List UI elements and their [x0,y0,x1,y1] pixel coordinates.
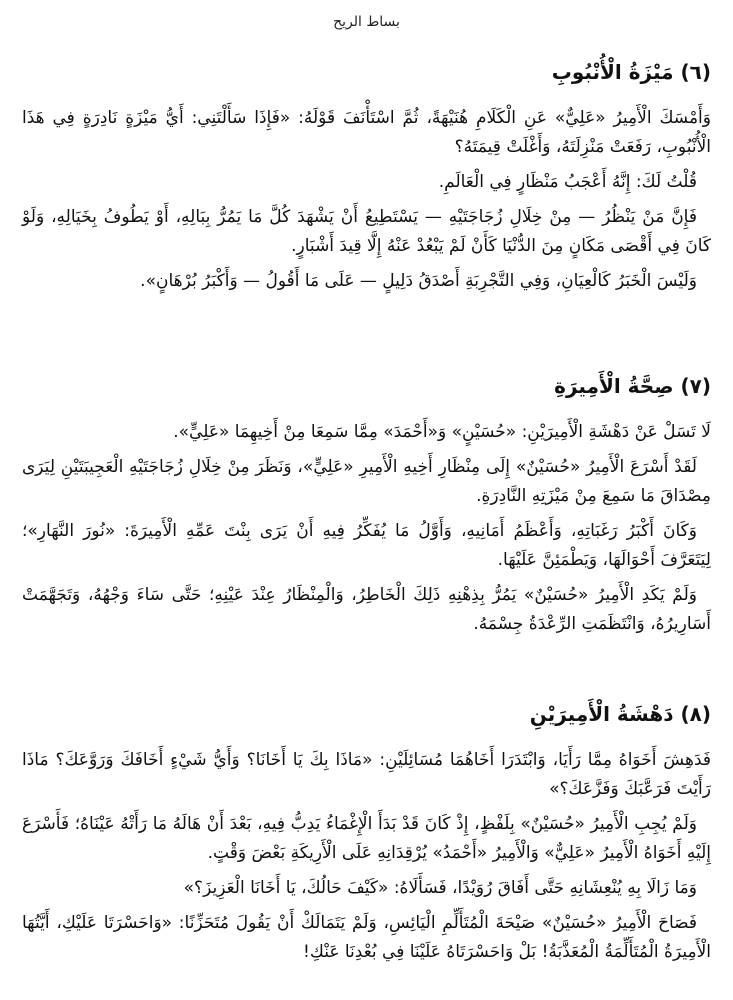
paragraph: وَلَمْ يَكَدِ الْأَمِيرُ «حُسَيْنٌ» يَمُرُّ بِذِهْنِهِ ذَلِكَ الْخَاطِرُ، وَالْمِنْظَارُ عِنْدَ عَيْنِهِ؛ حَتَّى سَاءَ وَجْهُهُ، وَتَجَهَّمَتْ أَسَارِيرُهُ، وَانْتَظَمَتِ الرِّعْدَةُ جِسْمَهُ. [22,585,711,634]
paragraph: فَصَاحَ الْأَمِيرُ «حُسَيْنٌ» صَيْحَةَ الْمُتَأَلِّمِ الْيَائِسِ، وَلَمْ يَتَمَالَكْ أَنْ يَقُولَ مُتَحَزِّنًا: «وَاحَسْرَتَا عَلَيْكِ، أَيَّتُهَا الْأَمِيرَةُ الْمُتَأَلِّمَةُ الْمُعَذَّبَةُ! بَلْ وَاحَسْرَتَاهُ عَلَيْنَا فِي بُعْدِنَا عَنْكِ! [22,913,711,962]
running-header: بساط الريح [333,14,400,30]
section-title: (٦) مَيْزَةُ الْأُنْبُوبِ [551,60,711,84]
section-6 [22,58,711,302]
paragraph: فَدَهِشَ أَخَوَاهُ مِمَّا رَأَيَا، وَابْتَدَرَا أَخَاهُمَا مُسَائِلَيْنِ: «مَاذَا بِكَ يَا أَخَانَا؟ وَأَيُّ شَيْءٍ أَخَافَكَ وَرَوَّعَكَ؟ مَاذَا رَأَيْتَ فَرَعَّبَكَ وَفَزَّعَكَ؟» [22,750,711,799]
paragraph: وَلَمْ يُجِبِ الْأَمِيرُ «حُسَيْنٌ» بِلَفْظٍ، إِذْ كَانَ قَدْ بَدَأَ الْإِغْمَاءُ يَدِبُّ فِيهِ، بَعْدَ أَنْ هَالَهُ مَا رَأَتْهُ عَيْنَاهُ؛ فَأَسْرَعَ إِلَيْهِ أَخَوَاهُ الْأَمِيرُ «عَلِيٌّ» وَالْأَمِيرُ «أَحْمَدُ» يُرْقِدَانِهِ عَلَى الْأَرِيكَةِ بَعْضَ وَقْتٍ. [22,814,711,863]
section-7 [22,372,711,645]
section-8 [22,700,711,973]
paragraph: قُلْتُ لَكَ: إِنَّهُ أَعْجَبُ مَنْظَارٍ فِي الْعَالَمِ. [438,172,697,192]
section-title: (٨) دَهْشَةُ الْأَمِيرَيْنِ [529,702,711,726]
paragraph: لَقَدْ أَسْرَعَ الْأَمِيرُ «حُسَيْنٌ» إِلَى مِنْظَارِ أَخِيهِ الْأَمِيرِ «عَلِيٍّ»، وَنَظَرَ مِنْ خِلَالِ زُجَاجَتَيْهِ الْعَجِيبَتَيْنِ لِيَرَى مِصْدَاقَ مَا سَمِعَ مِنْ مَيْزَتِهِ النَّادِرَةِ. [22,457,711,506]
paragraph: وَلَيْسَ الْخَبَرُ كَالْعِيَانِ، وَفِي التَّجْرِبَةِ أَصْدَقُ دَلِيلٍ — عَلَى مَا أَقُولُ — وَأَكْبَرُ بُرْهَانٍ». [140,271,697,291]
paragraph: وَكَانَ أَكْبَرُ رَغَبَاتِهِ، وَأَعْظَمُ أَمَانِيهِ، وَأَوَّلُ مَا يُفَكِّرُ فِيهِ أَنْ يَرَى بِنْتَ عَمِّهِ الْأَمِيرَةَ: «نُورَ النَّهَارِ»؛ لِيَتَعَرَّفَ أَحْوَالَهَا، وَيَطْمَئِنَّ عَلَيْهَا. [22,521,711,570]
paragraph: لَا تَسَلْ عَنْ دَهْشَةِ الْأَمِيرَيْنِ: «حُسَيْنٍ» وَ«أَحْمَدَ» مِمَّا سَمِعَا مِنْ أَخِيهِمَا «عَلِيٍّ». [173,422,711,442]
paragraph: وَأَمْسَكَ الْأَمِيرُ «عَلِيٌّ» عَنِ الْكَلَامِ هُنَيْهَةً، ثُمَّ اسْتَأْنَفَ قَوْلَهُ: «فَإِذَا سَأَلْتَنِي: أَيُّ مَيْزَةٍ نَادِرَةٍ فِي هَذَا الْأُنْبُوبِ، رَفَعَتْ مَنْزِلَتَهُ، وَأَغْلَتْ قِيمَتَهُ؟ [22,108,711,157]
paragraph: وَمَا زَالَا بِهِ يُنْعِشَانِهِ حَتَّى أَفَاقَ رُوَيْدًا، فَسَأَلَاهُ: «كَيْفَ حَالُكَ، يَا أَخَانَا الْعَزِيزَ؟» [183,878,697,898]
section-title: (٧) صِحَّةُ الْأَمِيرَةِ [554,374,711,398]
paragraph: فَإِنَّ مَنْ يَنْظُرُ — مِنْ خِلَالِ زُجَاجَتَيْهِ — يَسْتَطِيعُ أَنْ يَشْهَدَ كُلَّ مَا يَمُرُّ بِبَالِهِ، أَوْ يَطُوفُ بِخَيَالِهِ، وَلَوْ كَانَ فِي أَقْصَى مَكَانٍ مِنَ الدُّنْيَا كَأَنْ لَمْ يَبْعُدْ عَنْهُ إِلَّا قِيدَ أَشْبَارٍ. [22,207,711,256]
